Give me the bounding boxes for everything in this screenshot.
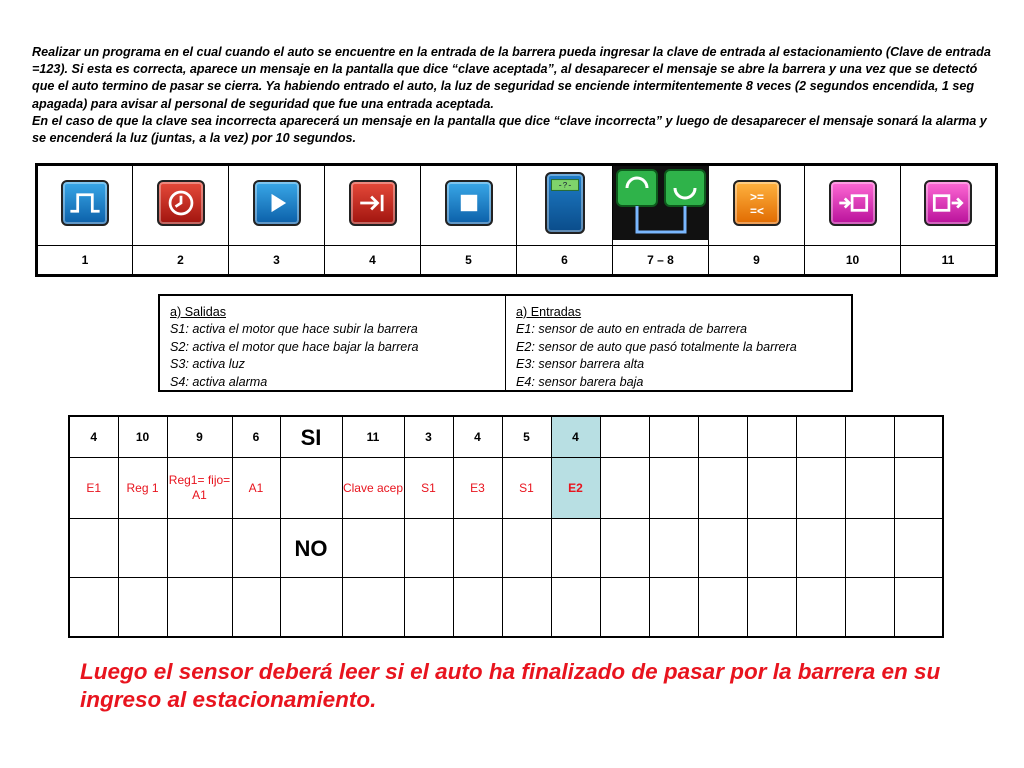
step-icon-number-highlighted: 4 — [551, 416, 600, 458]
empty-cell — [894, 578, 943, 638]
output-item: S4: activa alarma — [170, 374, 268, 389]
svg-text:-?-: -?- — [557, 181, 572, 191]
step-icon-number: 4 — [69, 416, 118, 458]
empty-cell — [845, 519, 894, 578]
icon-cell-3 — [229, 165, 325, 246]
empty-cell — [69, 578, 118, 638]
icon-cell-4 — [325, 165, 421, 246]
icon-cell-7-8 — [613, 165, 709, 246]
step-param: Reg 1 — [118, 458, 167, 519]
icon-number: 1 — [37, 246, 133, 276]
icon-cell-10 — [805, 165, 901, 246]
step-param: Clave acep — [342, 458, 404, 519]
program-grid — [68, 415, 944, 638]
outputs-title: a) Salidas — [170, 305, 227, 319]
empty-cell — [796, 458, 845, 519]
empty-cell — [747, 416, 796, 458]
empty-cell — [698, 416, 747, 458]
output-item: S3: activa luz — [170, 357, 245, 372]
icon-number: 11 — [901, 246, 997, 276]
empty-cell — [796, 578, 845, 638]
skip-next-icon — [349, 180, 397, 226]
icon-cell-6 — [517, 165, 613, 246]
empty-cell — [649, 416, 698, 458]
output-item: S2: activa el motor que hace bajar la barrera — [170, 339, 419, 354]
empty-cell — [453, 578, 502, 638]
empty-cell — [232, 519, 280, 578]
icon-cell-11 — [901, 165, 997, 246]
step-icon-number: 11 — [342, 416, 404, 458]
empty-cell — [118, 519, 167, 578]
io-definitions — [158, 294, 853, 392]
icon-number: 2 — [133, 246, 229, 276]
step-icon-number: 6 — [232, 416, 280, 458]
icon-number: 4 — [325, 246, 421, 276]
empty-cell — [894, 416, 943, 458]
output-register-icon — [829, 180, 877, 226]
empty-cell — [280, 578, 342, 638]
icon-number: 6 — [517, 246, 613, 276]
instructions — [32, 44, 1002, 147]
step-icon-number: 10 — [118, 416, 167, 458]
empty-cell — [747, 458, 796, 519]
input-item: E3: sensor barrera alta — [516, 357, 645, 372]
step-param: S1 — [404, 458, 453, 519]
step-param: Reg1= fijo= A1 — [167, 458, 232, 519]
branch-yes-label: SI — [280, 416, 342, 458]
empty-cell — [167, 519, 232, 578]
empty-cell — [167, 578, 232, 638]
inputs-title: a) Entradas — [516, 305, 582, 319]
step-param: E3 — [453, 458, 502, 519]
empty-cell — [796, 416, 845, 458]
empty-cell — [649, 519, 698, 578]
output-item: S1: activa el motor que hace subir la barrera — [170, 322, 418, 337]
icon-number: 3 — [229, 246, 325, 276]
step-icon-number: 3 — [404, 416, 453, 458]
icon-legend-table — [35, 163, 998, 277]
empty-cell — [342, 519, 404, 578]
empty-cell — [600, 416, 649, 458]
empty-cell — [600, 458, 649, 519]
empty-cell — [600, 578, 649, 638]
empty-cell — [698, 519, 747, 578]
empty-cell — [232, 578, 280, 638]
empty-cell — [453, 519, 502, 578]
empty-cell — [404, 578, 453, 638]
empty-cell — [894, 458, 943, 519]
step-param-highlighted: E2 — [551, 458, 600, 519]
stop-icon — [445, 180, 493, 226]
pulse-wave-icon — [61, 180, 109, 226]
icon-cell-2 — [133, 165, 229, 246]
play-icon — [253, 180, 301, 226]
empty-cell — [649, 458, 698, 519]
empty-cell — [845, 578, 894, 638]
empty-cell — [796, 519, 845, 578]
empty-cell — [502, 519, 551, 578]
instructions-paragraph-2: En el caso de que la clave sea incorrecta aparecerá un mensaje en la pantalla que dice “clave incorrecta” y luego de desaparecer el mensaje sonará la alarma y se encenderá la luz (juntas, a la vez) por 10 segundos. — [32, 113, 987, 146]
svg-text:=<: =< — [749, 203, 764, 218]
icon-cell-1 — [37, 165, 133, 246]
inputs-column — [505, 296, 851, 390]
input-register-icon — [924, 180, 972, 226]
svg-text:>=: >= — [749, 190, 764, 205]
icon-cell-9 — [709, 165, 805, 246]
icon-cell-5 — [421, 165, 517, 246]
outputs-column — [160, 296, 505, 390]
empty-cell — [551, 519, 600, 578]
empty-cell — [845, 458, 894, 519]
step-param: A1 — [232, 458, 280, 519]
icon-number: 10 — [805, 246, 901, 276]
input-item: E4: sensor barera baja — [516, 374, 644, 389]
empty-cell — [649, 578, 698, 638]
step-icon-number: 9 — [167, 416, 232, 458]
empty-cell — [342, 578, 404, 638]
empty-cell — [600, 519, 649, 578]
empty-cell — [698, 458, 747, 519]
empty-cell — [698, 578, 747, 638]
empty-cell — [502, 578, 551, 638]
empty-cell — [845, 416, 894, 458]
loop-cycle-icon — [613, 166, 709, 240]
input-item: E2: sensor de auto que pasó totalmente la barrera — [516, 339, 797, 354]
empty-cell — [894, 519, 943, 578]
empty-cell — [747, 578, 796, 638]
step-icon-number: 5 — [502, 416, 551, 458]
display-screen-icon — [545, 172, 585, 234]
empty-cell — [118, 578, 167, 638]
empty-cell — [747, 519, 796, 578]
branch-no-label: NO — [280, 519, 342, 578]
input-item: E1: sensor de auto en entrada de barrera — [516, 322, 748, 337]
empty-cell — [551, 578, 600, 638]
closing-note: Luego el sensor deberá leer si el auto ha finalizado de pasar por la barrera en su ingreso al estacionamiento. — [80, 659, 941, 712]
compare-icon — [733, 180, 781, 226]
step-param: E1 — [69, 458, 118, 519]
empty-cell — [280, 458, 342, 519]
instructions-paragraph-1: Realizar un programa en el cual cuando el auto se encuentre en la entrada de la barrera pueda ingresar la clave de entrada al estacionamiento (Clave de entrada =123). Si esta es correcta, aparece un mensaje en la pantalla que dice “clave aceptada”, al desaparecer el mensaje se abre la barrera y una vez que se detectó que el auto termino de pasar se cierra. Ya habiendo entrado el auto, la luz de seguridad se enciende intermitentemente 8 veces (2 segundos encendida, 1 seg apagada) para avisar al personal de seguridad que fue una entrada aceptada. — [32, 45, 991, 111]
step-icon-number: 4 — [453, 416, 502, 458]
empty-cell — [69, 519, 118, 578]
empty-cell — [404, 519, 453, 578]
icon-number: 9 — [709, 246, 805, 276]
timer-clock-icon — [157, 180, 205, 226]
icon-number: 5 — [421, 246, 517, 276]
step-param: S1 — [502, 458, 551, 519]
icon-number: 7 – 8 — [613, 246, 709, 276]
